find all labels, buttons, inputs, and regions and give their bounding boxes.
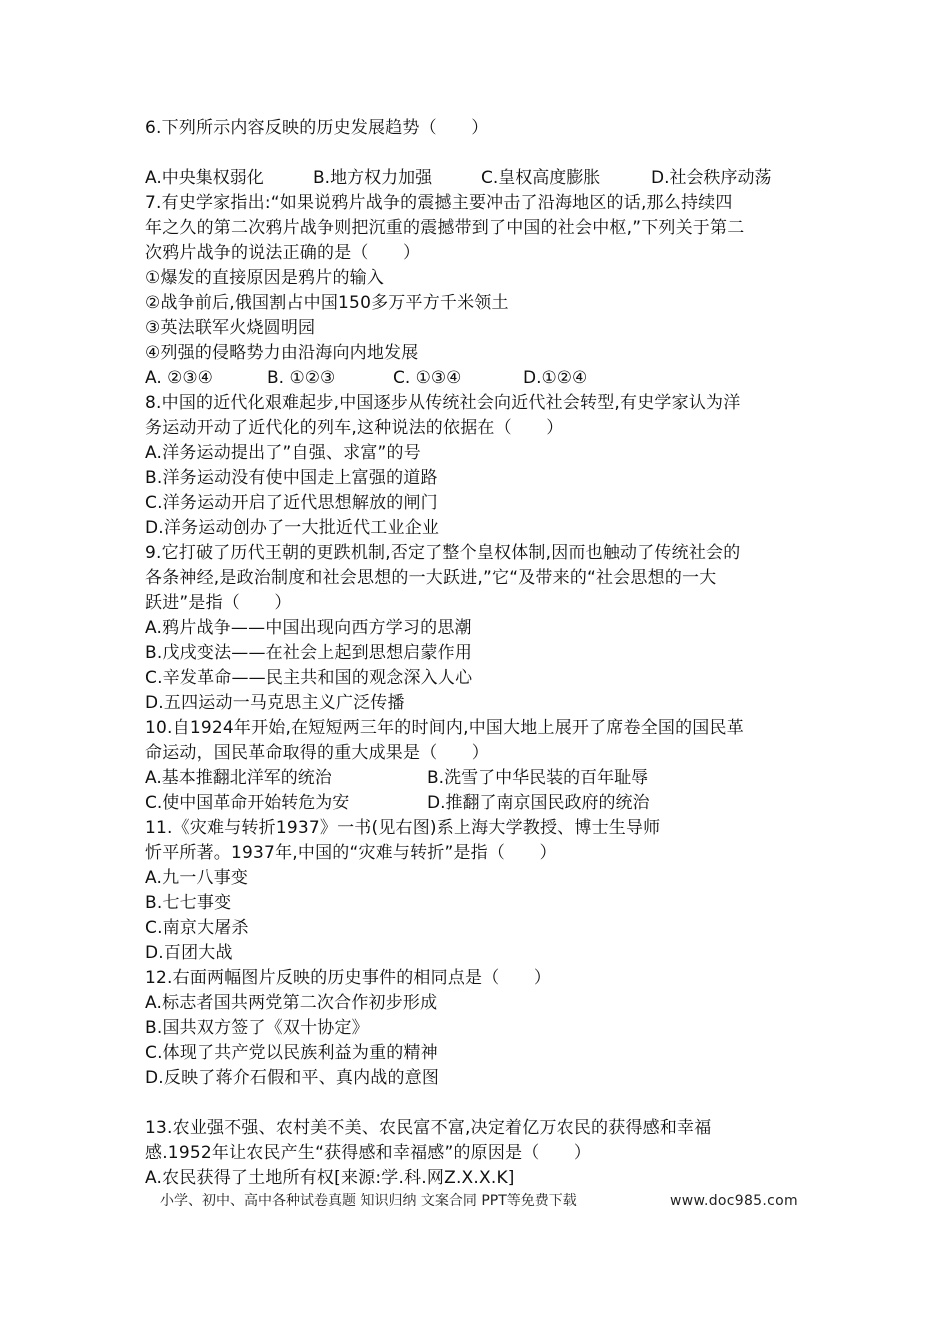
q7-line: ①爆发的直接原因是鸦片的输入 [145, 268, 385, 288]
q7-option-b: B. ①②③ [267, 368, 336, 388]
q7-option-d: D.①②④ [523, 368, 588, 388]
q7-option-c: C. ①③④ [393, 368, 462, 388]
footer-url[interactable]: www.doc985.com [670, 1193, 798, 1209]
q10-option-b: B.洗雪了中华民装的百年耻辱 [427, 768, 649, 788]
q12-line: 12.右面两幅图片反映的历史事件的相同点是（ ） [145, 968, 552, 988]
page-footer [160, 1190, 798, 1212]
q8-option: C.洋务运动开启了近代思想解放的闸门 [145, 493, 438, 513]
q10-option-c: C.使中国革命开始转危为安 [145, 793, 350, 813]
q9-line: 9.它打破了历代王朝的更跌机制,否定了整个皇权体制,因而也触动了传统社会的 [145, 543, 741, 563]
q13-line: 13.农业强不强、农村美不美、农民富不富,决定着亿万农民的获得感和幸福 [145, 1118, 712, 1138]
q6-option-d: D.社会秩序动荡 [651, 168, 772, 188]
q8-option: D.洋务运动创办了一大批近代工业企业 [145, 518, 440, 538]
q9-line: 跃进”是指（ ） [145, 593, 292, 613]
q8-line: 务运动开动了近代化的列车,这种说法的依据在（ ） [145, 418, 564, 438]
q11-line: 11.《灾难与转折1937》一书(见右图)系上海大学教授、博士生导师 [145, 818, 661, 838]
q12-option: A.标志者国共两党第二次合作初步形成 [145, 993, 438, 1013]
q8-option: A.洋务运动提出了”自强、求富”的号 [145, 443, 421, 463]
q7-line: ③英法联军火烧圆明园 [145, 318, 316, 338]
q11-option: A.九一八事变 [145, 868, 249, 888]
q10-option-d: D.推翻了南京国民政府的统治 [427, 793, 650, 813]
q12-option: B.国共双方签了《双十协定》 [145, 1018, 369, 1038]
q7-line: 次鸦片战争的说法正确的是（ ） [145, 243, 421, 263]
q8-option: B.洋务运动没有使中国走上富强的道路 [145, 468, 438, 488]
q9-option: B.戊戌变法——在社会上起到思想启蒙作用 [145, 643, 473, 663]
q13-option: A.农民获得了土地所有权[来源:学.科.网Z.X.X.K] [145, 1168, 515, 1188]
q6-option-b: B.地方权力加强 [313, 168, 433, 188]
q9-option: A.鸦片战争——中国出现向西方学习的思潮 [145, 618, 472, 638]
q9-line: 各条神经,是政治制度和社会思想的一大跃进,”它“及带来的“社会思想的一大 [145, 568, 717, 588]
q10-line: 命运动，国民革命取得的重大成果是（ ） [145, 743, 489, 763]
q6-option-c: C.皇权高度膨胀 [481, 168, 601, 188]
q7-line: ②战争前后,俄国割占中国150多万平方千米领土 [145, 293, 509, 313]
q11-option: C.南京大屠杀 [145, 918, 249, 938]
q10-option-a: A.基本推翻北洋军的统治 [145, 768, 332, 788]
q7-line: ④列强的侵略势力由沿海向内地发展 [145, 343, 419, 363]
q6-stem: 6.下列所示内容反映的历史发展趋势（ ） [145, 118, 489, 138]
q12-option: C.体现了共产党以民族利益为重的精神 [145, 1043, 438, 1063]
q7-option-a: A. ②③④ [145, 368, 213, 388]
q11-option: D.百团大战 [145, 943, 233, 963]
q9-option: D.五四运动一马克思主义广泛传播 [145, 693, 405, 713]
q8-line: 8.中国的近代化艰难起步,中国逐步从传统社会向近代社会转型,有史学家认为洋 [145, 393, 741, 413]
q11-line: 忻平所著。1937年,中国的“灾难与转折”是指（ ） [145, 843, 557, 863]
q7-line: 年之久的第二次鸦片战争则把沉重的震撼带到了中国的社会中枢,”下列关于第二 [145, 218, 745, 238]
q11-option: B.七七事变 [145, 893, 232, 913]
q13-line: 感.1952年让农民产生“获得感和幸福感”的原因是（ ） [145, 1143, 592, 1163]
q9-option: C.辛发革命——民主共和国的观念深入人心 [145, 668, 473, 688]
q7-line: 7.有史学家指出:“如果说鸦片战争的震撼主要冲击了沿海地区的话,那么持续四 [145, 193, 733, 213]
q10-line: 10.自1924年开始,在短短两三年的时间内,中国大地上展开了席卷全国的国民革 [145, 718, 744, 738]
footer-text: 小学、初中、高中各种试卷真题 知识归纳 文案合同 PPT等免费下载 [160, 1193, 577, 1209]
q12-option: D.反映了蒋介石假和平、真内战的意图 [145, 1068, 440, 1088]
q6-option-a: A.中央集权弱化 [145, 168, 264, 188]
